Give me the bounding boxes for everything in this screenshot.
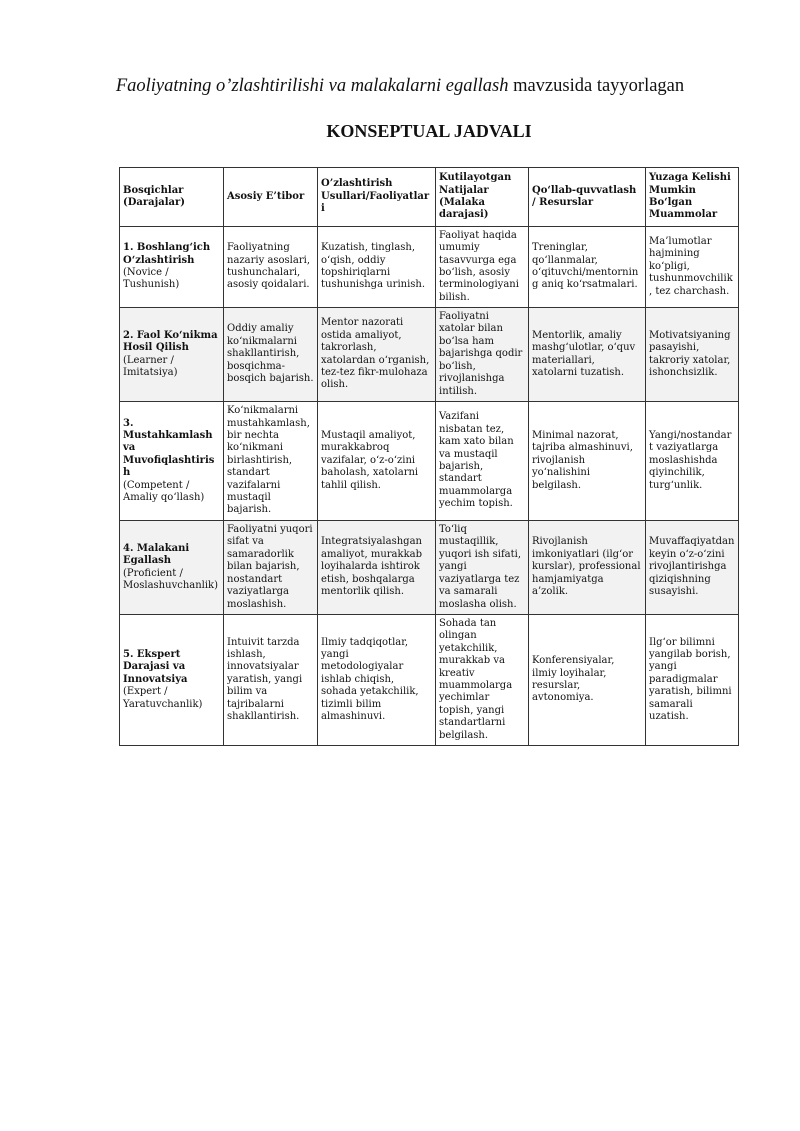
methods-cell: Mustaqil amaliyot, murakkabroq vazifalar, o‘z-o‘zini baholash, xatolarni tahlil qilish. xyxy=(318,402,436,521)
results-cell: Vazifani nisbatan tez, kam xato bilan va mustaqil bajarish, standart muammolarga yechim topish. xyxy=(436,402,529,521)
support-cell: Treninglar, qo‘llanmalar, o‘qituvchi/mentorning aniq ko‘rsatmalari. xyxy=(529,227,646,308)
table-row xyxy=(120,308,739,402)
table-row xyxy=(120,615,739,746)
problems-cell: Motivatsiyaning pasayishi, takroriy xatolar, ishonchsizlik. xyxy=(646,308,739,402)
support-cell: Konferensiyalar, ilmiy loyihalar, resurslar, avtonomiya. xyxy=(529,615,646,746)
methods-cell: Kuzatish, tinglash, o‘qish, oddiy topshiriqlarni tushunishga urinish. xyxy=(318,227,436,308)
concept-table xyxy=(119,167,739,746)
support-cell: Minimal nazorat, tajriba almashinuvi, rivojlanish yo‘nalishini belgilash. xyxy=(529,402,646,521)
header-problems: Yuzaga Kelishi Mumkin Bo‘lgan Muammolar xyxy=(646,168,739,227)
table-header-row xyxy=(120,168,739,227)
stage-title: 2. Faol Ko‘nikma Hosil Qilish xyxy=(123,329,218,354)
results-cell: Faoliyatni xatolar bilan bo‘lsa ham bajarishga qodir bo‘lish, rivojlanishga intilish. xyxy=(436,308,529,402)
results-cell: To‘liq mustaqillik, yuqori ish sifati, yangi vaziyatlarga tez va samarali moslasha olish. xyxy=(436,521,529,615)
stage-cell xyxy=(120,227,224,308)
focus-cell: Ko‘nikmalarni mustahkamlash, bir nechta ko‘nikmani birlashtirish, standart vazifalarni mustaqil bajarish. xyxy=(224,402,318,521)
stage-level: (Learner / Imitatsiya) xyxy=(123,354,178,378)
header-stages: Bosqichlar (Darajalar) xyxy=(120,168,224,227)
heading-suffix: mavzusida tayyorlagan xyxy=(508,76,685,96)
header-methods: O’zlashtirish Usullari/Faoliyatlari xyxy=(318,168,436,227)
stage-cell xyxy=(120,402,224,521)
stage-title: 1. Boshlang‘ich O‘zlashtirish xyxy=(123,242,211,266)
stage-level: (Competent / Amaliy qo‘llash) xyxy=(123,479,205,504)
stage-cell xyxy=(120,308,224,402)
results-cell: Sohada tan olingan yetakchilik, murakkab va kreativ muammolarga yechimlar topish, yangi standartlarni belgilash. xyxy=(436,615,529,746)
stage-title: 4. Malakani Egallash xyxy=(123,542,190,567)
stage-title: 5. Ekspert Darajasi va Innovatsiya xyxy=(123,648,188,685)
stage-level: (Proficient / Moslashuvchanlik) xyxy=(123,567,219,591)
document-title: KONSEPTUAL JADVALI xyxy=(326,121,532,141)
table-row xyxy=(120,521,739,615)
methods-cell: Ilmiy tadqiqotlar, yangi metodologiyalar ishlab chiqish, sohada yetakchilik, tizimli bilim almashinuvi. xyxy=(318,615,436,746)
stage-level: (Novice / Tushunish) xyxy=(123,267,180,291)
stage-cell xyxy=(120,521,224,615)
problems-cell: Muvaffaqiyatdan keyin o‘z-o‘zini rivojlantirishga qiziqishning susayishi. xyxy=(646,521,739,615)
heading-topic: Faoliyatning o’zlashtirilishi va malakalarni egallash xyxy=(115,76,509,96)
focus-cell: Faoliyatning nazariy asoslari, tushunchalari, asosiy qoidalari. xyxy=(224,227,318,308)
methods-cell: Mentor nazorati ostida amaliyot, takrorlash, xatolardan o‘rganish, tez-tez fikr-mulohaza olish. xyxy=(318,308,436,402)
stage-cell xyxy=(120,615,224,746)
page-heading xyxy=(0,74,800,98)
focus-cell: Oddiy amaliy ko‘nikmalarni shakllantirish, bosqichma-bosqich bajarish. xyxy=(224,308,318,402)
stage-title: 3. Mustahkamlash va Muvofiqlashtirish xyxy=(123,417,215,479)
table-row xyxy=(120,227,739,308)
header-results: Kutilayotgan Natijalar (Malaka darajasi) xyxy=(436,168,529,227)
methods-cell: Integratsiyalashgan amaliyot, murakkab loyihalarda ishtirok etish, boshqalarga mentorlik qilish. xyxy=(318,521,436,615)
focus-cell: Intuivit tarzda ishlash, innovatsiyalar yaratish, yangi bilim va tajribalarni shakllantirish. xyxy=(224,615,318,746)
support-cell: Mentorlik, amaliy mashg‘ulotlar, o‘quv materiallari, xatolarni tuzatish. xyxy=(529,308,646,402)
table-row xyxy=(120,402,739,521)
problems-cell: Yangi/nostandart vaziyatlarga moslashishda qiyinchilik, turg‘unlik. xyxy=(646,402,739,521)
results-cell: Faoliyat haqida umumiy tasavvurga ega bo‘lish, asosiy terminologiyani bilish. xyxy=(436,227,529,308)
header-support: Qo‘llab-quvvatlash / Resurslar xyxy=(529,168,646,227)
support-cell: Rivojlanish imkoniyatlari (ilg‘or kurslar), professional hamjamiyatga a’zolik. xyxy=(529,521,646,615)
problems-cell: Ilg‘or bilimni yangilab borish, yangi paradigmalar yaratish, bilimni samarali uzatish. xyxy=(646,615,739,746)
header-focus: Asosiy E’tibor xyxy=(224,168,318,227)
stage-level: (Expert / Yaratuvchanlik) xyxy=(123,686,203,710)
problems-cell: Ma’lumotlar hajmining ko‘pligi, tushunmovchilik, tez charchash. xyxy=(646,227,739,308)
focus-cell: Faoliyatni yuqori sifat va samaradorlik bilan bajarish, nostandart vaziyatlarga moslashish. xyxy=(224,521,318,615)
